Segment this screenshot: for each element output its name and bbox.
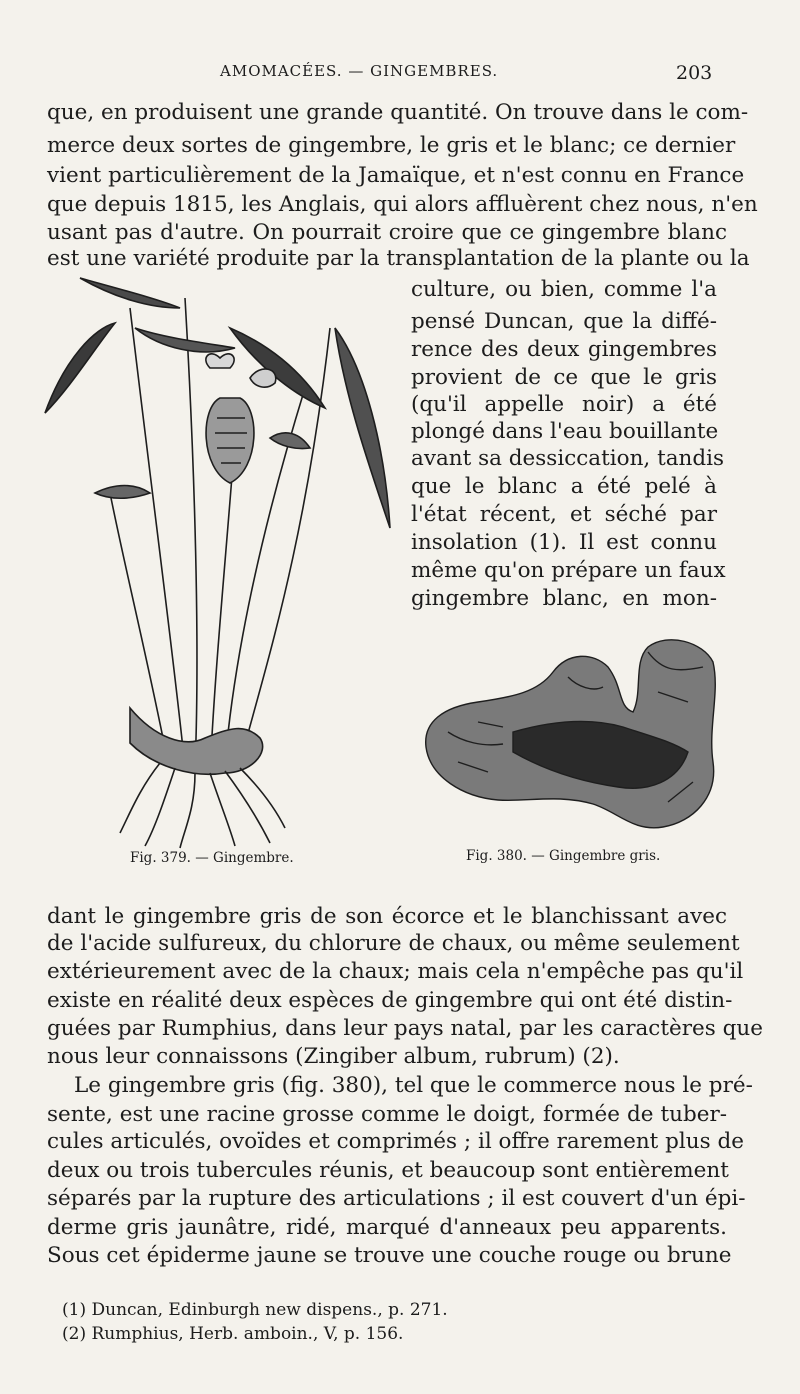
figure-379-ginger-plant [35,268,400,850]
text-line: guées par Rumphius, dans leur pays natal, par les caractères que [47,1016,763,1041]
running-title: AMOMACÉES. — GINGEMBRES. [220,62,499,80]
text-line: vient particulièrement de la Jamaïque, et n'est connu en France [47,163,745,188]
text-line: existe en réalité deux espèces de gingembre qui ont été distin- [47,988,733,1013]
text-line: séparés par la rupture des articulations ; il est couvert d'un épi- [47,1186,746,1211]
text-line: culture, ou bien, comme l'a [411,277,717,302]
text-line: derme gris jaunâtre, ridé, marqué d'anneaux peu apparents. [47,1215,727,1240]
text-line: (qu'il appelle noir) a été [411,392,717,417]
text-line: de l'acide sulfureux, du chlorure de chaux, ou même seulement [47,931,740,956]
text-line: cules articulés, ovoïdes et comprimés ; il offre rarement plus de [47,1129,744,1154]
text-line: l'état récent, et séché par [411,502,717,527]
page-number: 203 [676,62,713,84]
text-line: plongé dans l'eau bouillante [411,419,719,444]
caption-fig-380: Fig. 380. — Gingembre gris. [466,848,661,864]
text-line: que depuis 1815, les Anglais, qui alors affluèrent chez nous, n'en [47,192,758,217]
text-line: sente, est une racine grosse comme le doigt, formée de tuber- [47,1102,727,1127]
footnote: (2) Rumphius, Herb. amboin., V, p. 156. [62,1324,404,1344]
text-line: insolation (1). Il est connu [411,530,717,555]
text-line: deux ou trois tubercules réunis, et beaucoup sont entièrement [47,1158,729,1183]
text-line: nous leur connaissons (Zingiber album, rubrum) (2). [47,1044,620,1069]
caption-fig-379: Fig. 379. — Gingembre. [130,850,294,866]
text-line: pensé Duncan, que la diffé- [411,309,717,334]
figure-380-ginger-rhizome [418,632,718,842]
text-line: que, en produisent une grande quantité. On trouve dans le com- [47,100,749,125]
text-line: merce deux sortes de gingembre, le gris et le blanc; ce dernier [47,133,736,158]
text-line: gingembre blanc, en mon- [411,586,717,611]
text-line: que le blanc a été pelé à [411,474,717,499]
text-line: usant pas d'autre. On pourrait croire que ce gingembre blanc [47,220,727,245]
footnote: (1) Duncan, Edinburgh new dispens., p. 271. [62,1300,448,1320]
text-line: est une variété produite par la transplantation de la plante ou la [47,246,750,271]
text-line: Le gingembre gris (fig. 380), tel que le commerce nous le pré- [74,1073,753,1098]
text-line: provient de ce que le gris [411,365,717,390]
ginger-plant-engraving-icon [45,278,390,848]
text-line: avant sa dessiccation, tandis [411,446,725,471]
text-line: Sous cet épiderme jaune se trouve une couche rouge ou brune [47,1243,732,1268]
text-line: rence des deux gingembres [411,337,717,362]
running-head [0,62,800,90]
text-line: extérieurement avec de la chaux; mais cela n'empêche pas qu'il [47,959,744,984]
text-line: même qu'on prépare un faux [411,558,726,583]
text-line: dant le gingembre gris de son écorce et le blanchissant avec [47,904,727,929]
ginger-rhizome-engraving-icon [426,640,716,828]
